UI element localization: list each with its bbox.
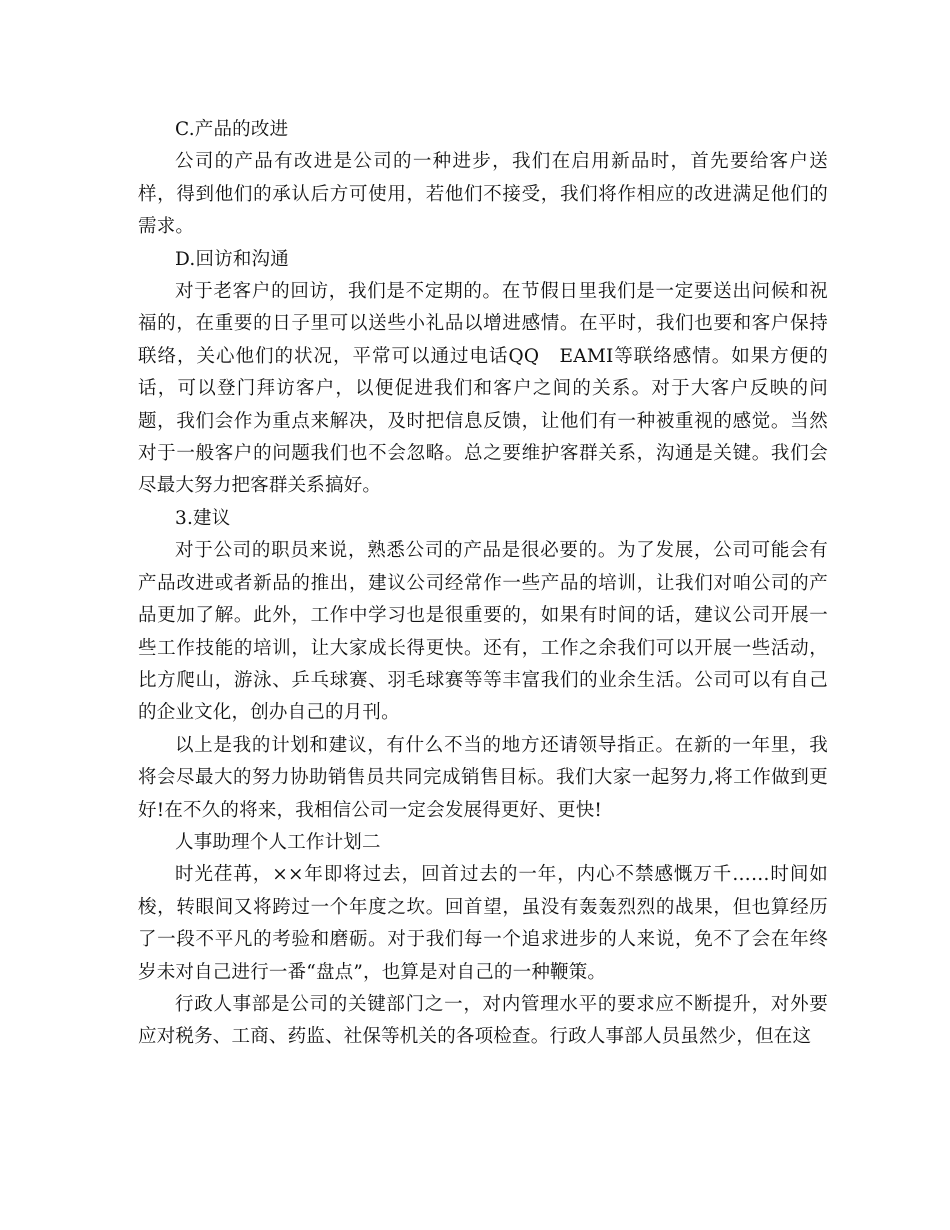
- section-heading-plan-two: 人事助理个人工作计划二: [175, 831, 381, 853]
- document-body: [138, 114, 828, 1054]
- paragraph-hr-department: 行政人事部是公司的关键部门之一，对内管理水平的要求应不断提升，对外要应对税务、工商、药监、社保等机关的各项检查。行政人事部人员虽然少，但在这: [138, 993, 828, 1048]
- paragraph-suggestions: 对于公司的职员来说，熟悉公司的产品是很必要的。为了发展，公司可能会有产品改进或者新品的推出，建议公司经常作一些产品的培训，让我们对咱公司的产品更加了解。此外，工作中学习也是很重要的，如果有时间的话，建议公司开展一些工作技能的培训，让大家成长得更快。还有，工作之余我们可以开展一些活动，比方爬山，游泳、乒乓球赛、羽毛球赛等等丰富我们的业余生活。公司可以有自己的企业文化，创办自己的月刊。: [138, 540, 828, 724]
- section-heading-product-improvement: C.产品的改进: [175, 119, 289, 140]
- section-heading-follow-up: D.回访和沟通: [175, 248, 289, 270]
- paragraph-closing: 以上是我的计划和建议，有什么不当的地方还请领导指正。在新的一年里，我将会尽最大的努力协助销售员共同完成销售目标。我们大家一起努力,将工作做到更好!在不久的将来，我相信公司一定会发展得更好、更快!: [138, 734, 828, 821]
- paragraph-product-improvement: 公司的产品有改进是公司的一种进步，我们在启用新品时，首先要给客户送样，得到他们的承认后方可使用，若他们不接受，我们将作相应的改进满足他们的需求。: [138, 151, 828, 238]
- paragraph-follow-up: 对于老客户的回访，我们是不定期的。在节假日里我们是一定要送出问候和祝福的，在重要的日子里可以送些小礼品以增进感情。在平时，我们也要和客户保持联络，关心他们的状况，平常可以通过电话QQ EAMI等联络感情。如果方便的话，可以登门拜访客户，以便促进我们和客户之间的关系。对于大客户反映的问题，我们会作为重点来解决，及时把信息反馈，让他们有一种被重视的感觉。当然对于一般客户的问题我们也不会忽略。总之要维护客群关系，沟通是关键。我们会尽最大努力把客群关系搞好。: [138, 281, 828, 497]
- section-heading-suggestions: 3.建议: [175, 507, 231, 529]
- paragraph-year-review: 时光荏苒，××年即将过去，回首过去的一年，内心不禁感慨万千……时间如梭，转眼间又将跨过一个年度之坎。回首望，虽没有轰轰烈烈的战果，但也算经历了一段不平凡的考验和磨砺。对于我们每一个追求进步的人来说，免不了会在年终岁未对自己进行一番“盘点”，也算是对自己的一种鞭策。: [138, 864, 828, 983]
